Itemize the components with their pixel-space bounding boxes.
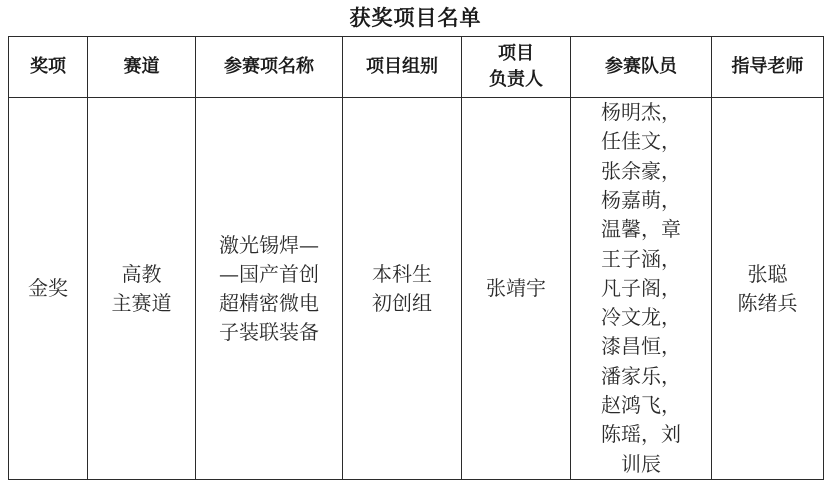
header-row	[9, 37, 824, 98]
member-line: 任佳文，	[601, 129, 681, 154]
cell-award: 金奖	[9, 98, 88, 480]
member-line: 杨明杰，	[601, 100, 681, 125]
header-advisors: 指导老师	[712, 37, 824, 98]
cell-members	[571, 98, 712, 480]
table-title: 获奖项目名单	[349, 6, 482, 30]
cell-project-name: 激光锡焊— —国产首创 超精密微电 子装联装备	[196, 98, 343, 480]
cell-group: 本科生 初创组	[343, 98, 462, 480]
member-line: 杨嘉萌，	[601, 187, 681, 212]
header-project-name: 参赛项名称	[196, 37, 343, 98]
member-line: 陈瑶，刘	[601, 422, 681, 447]
cell-track: 高教 主赛道	[88, 98, 196, 480]
member-line: 赵鸿飞，	[601, 393, 681, 418]
member-line: 漆昌恒，	[601, 334, 681, 359]
header-leader: 项目 负责人	[462, 37, 571, 98]
member-line: 王子涵，	[601, 246, 681, 271]
award-table	[8, 36, 824, 480]
member-line: 冷文龙，	[601, 305, 681, 330]
members-list	[571, 98, 711, 479]
member-line: 温馨，章	[601, 217, 681, 242]
member-line: 凡子阁，	[601, 275, 681, 300]
header-award: 奖项	[9, 37, 88, 98]
header-track: 赛道	[88, 37, 196, 98]
member-line: 潘家乐，	[601, 363, 681, 388]
cell-advisors: 张聪 陈绪兵	[712, 98, 824, 480]
header-members: 参赛队员	[571, 37, 712, 98]
member-line: 训辰	[621, 451, 661, 476]
member-line: 张余豪，	[601, 158, 681, 183]
cell-leader: 张靖宇	[462, 98, 571, 480]
header-group: 项目组别	[343, 37, 462, 98]
table-row	[9, 98, 824, 480]
